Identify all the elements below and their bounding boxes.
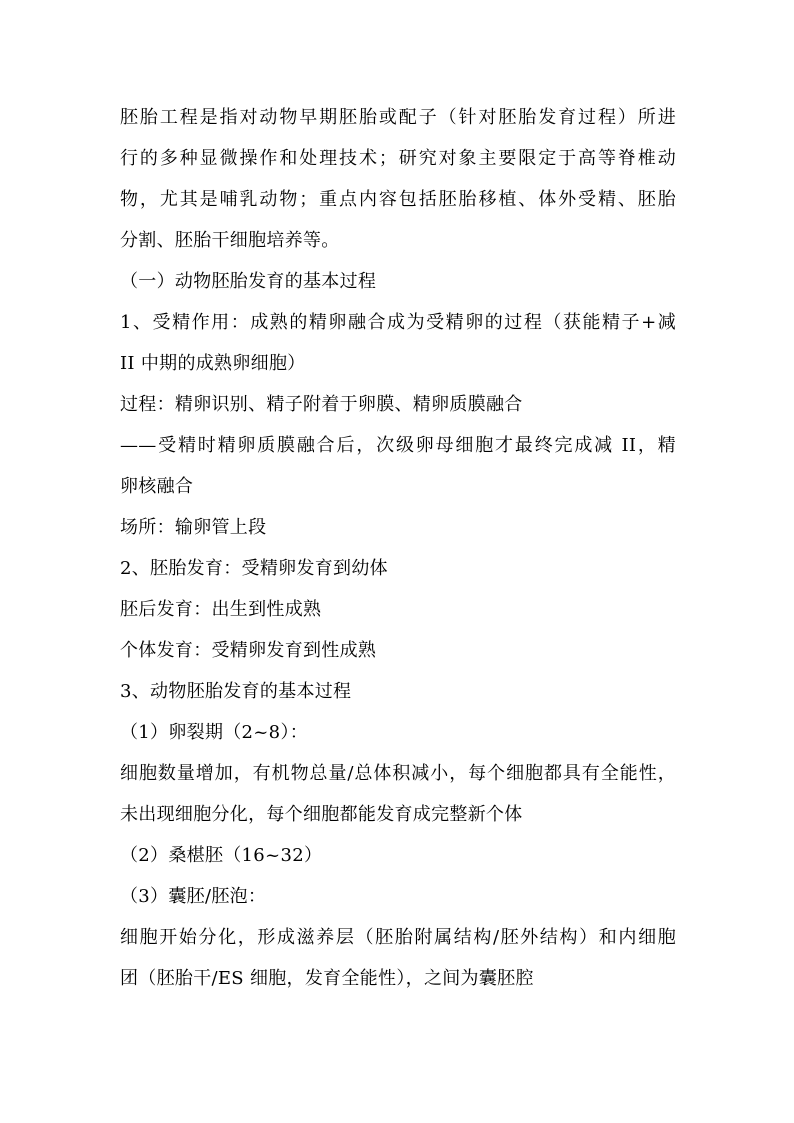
paragraph-line: 细胞开始分化，形成滋养层（胚胎附属结构/胚外结构）和内细胞 <box>120 927 676 948</box>
paragraph-line: 2、胚胎发育：受精卵发育到幼体 <box>120 558 388 579</box>
paragraph-line: ——受精时精卵质膜融合后，次级卵母细胞才最终完成减 II，精 <box>120 435 676 456</box>
paragraph-line: 行的多种显微操作和处理技术；研究对象主要限定于高等脊椎动 <box>120 148 676 169</box>
paragraph-line: 胚胎工程是指对动物早期胚胎或配子（针对胚胎发育过程）所进 <box>120 107 676 128</box>
paragraph-line: II 中期的成熟卵细胞） <box>120 353 306 374</box>
paragraph-line: 物，尤其是哺乳动物；重点内容包括胚胎移植、体外受精、胚胎 <box>120 189 676 210</box>
paragraph-line: 个体发育：受精卵发育到性成熟 <box>120 640 377 661</box>
paragraph-line: 分割、胚胎干细胞培养等。 <box>120 230 340 251</box>
paragraph-line: （2）桑椹胚（16~32） <box>120 845 323 866</box>
paragraph-line: 场所：输卵管上段 <box>120 517 267 538</box>
paragraph-line: 胚后发育：出生到性成熟 <box>120 599 322 620</box>
paragraph-line: （3）囊胚/胚泡： <box>120 886 267 907</box>
paragraph-line: 未出现细胞分化，每个细胞都能发育成完整新个体 <box>120 804 523 825</box>
paragraph-line: 3、动物胚胎发育的基本过程 <box>120 681 352 702</box>
paragraph-line: 过程：精卵识别、精子附着于卵膜、精卵质膜融合 <box>120 394 523 415</box>
paragraph-line: 细胞数量增加，有机物总量/总体积减小，每个细胞都具有全能性， <box>120 763 676 784</box>
paragraph-line: 卵核融合 <box>120 476 194 497</box>
paragraph-line: 1、受精作用：成熟的精卵融合成为受精卵的过程（获能精子+减 <box>120 312 676 333</box>
paragraph-line: （1）卵裂期（2~8）： <box>120 722 309 743</box>
section-heading: （一）动物胚胎发育的基本过程 <box>120 271 377 292</box>
paragraph-line: 团（胚胎干/ES 细胞，发育全能性），之间为囊胚腔 <box>120 968 534 989</box>
document-body <box>120 97 676 999</box>
